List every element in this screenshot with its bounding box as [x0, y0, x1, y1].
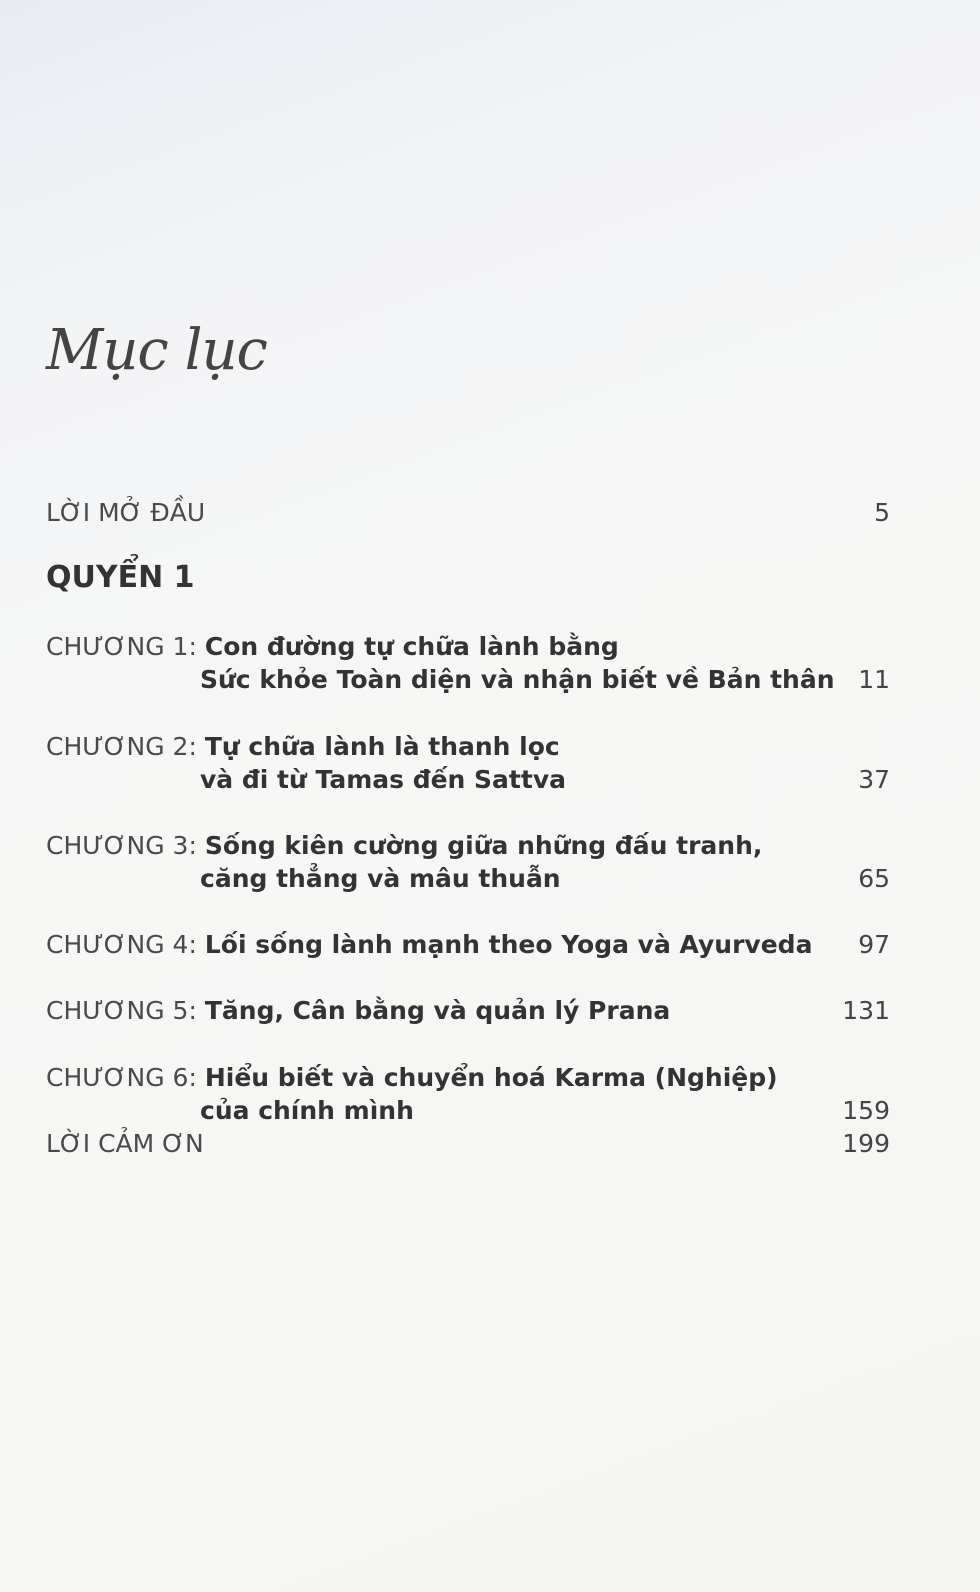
acknowledgements-label: LỜI CẢM ƠN — [46, 1129, 204, 1158]
chapter-page: 11 — [858, 665, 890, 694]
toc-entry-chapter-2 — [46, 730, 890, 796]
toc-entry-chapter-6 — [46, 1061, 890, 1127]
chapter-title-line1: Tăng, Cân bằng và quản lý Prana — [204, 996, 671, 1025]
preface-page: 5 — [874, 498, 890, 527]
chapter-title-line1: Tự chữa lành là thanh lọc — [204, 732, 560, 761]
toc-entry-preface — [46, 496, 890, 529]
chapter-title-line1: Lối sống lành mạnh theo Yoga và Ayurveda — [204, 930, 813, 959]
chapter-page: 65 — [858, 864, 890, 893]
toc-entry-chapter-1 — [46, 630, 890, 696]
chapter-prefix: CHƯƠNG 4: — [46, 930, 197, 959]
chapter-page: 131 — [842, 996, 890, 1025]
chapter-page: 159 — [842, 1096, 890, 1125]
toc-entry-chapter-4 — [46, 928, 890, 961]
chapter-title-line2: căng thẳng và mâu thuẫn — [200, 864, 561, 893]
chapter-title-line1: Sống kiên cường giữa những đấu tranh, — [204, 831, 763, 860]
acknowledgements-page: 199 — [842, 1129, 890, 1158]
chapter-page: 97 — [858, 930, 890, 959]
chapter-prefix: CHƯƠNG 3: — [46, 831, 197, 860]
chapter-title-line2: của chính mình — [200, 1096, 414, 1125]
chapter-prefix: CHƯƠNG 5: — [46, 996, 197, 1025]
toc-entry-chapter-3 — [46, 829, 890, 895]
chapter-title-line1: Hiểu biết và chuyển hoá Karma (Nghiệp) — [204, 1063, 778, 1092]
book-heading: QUYỂN 1 — [46, 560, 195, 595]
chapter-prefix: CHƯƠNG 6: — [46, 1063, 197, 1092]
toc-title: Mục lục — [46, 318, 267, 383]
chapter-title-line1: Con đường tự chữa lành bằng — [204, 632, 619, 661]
preface-label: LỜI MỞ ĐẦU — [46, 498, 206, 527]
toc-entry-acknowledgements — [46, 1127, 890, 1160]
chapter-prefix: CHƯƠNG 2: — [46, 732, 197, 761]
chapter-title-line2: Sức khỏe Toàn diện và nhận biết về Bản thân — [200, 665, 835, 694]
toc-entry-chapter-5 — [46, 994, 890, 1027]
chapter-title-line2: và đi từ Tamas đến Sattva — [200, 765, 566, 794]
chapter-page: 37 — [858, 765, 890, 794]
chapter-prefix: CHƯƠNG 1: — [46, 632, 197, 661]
